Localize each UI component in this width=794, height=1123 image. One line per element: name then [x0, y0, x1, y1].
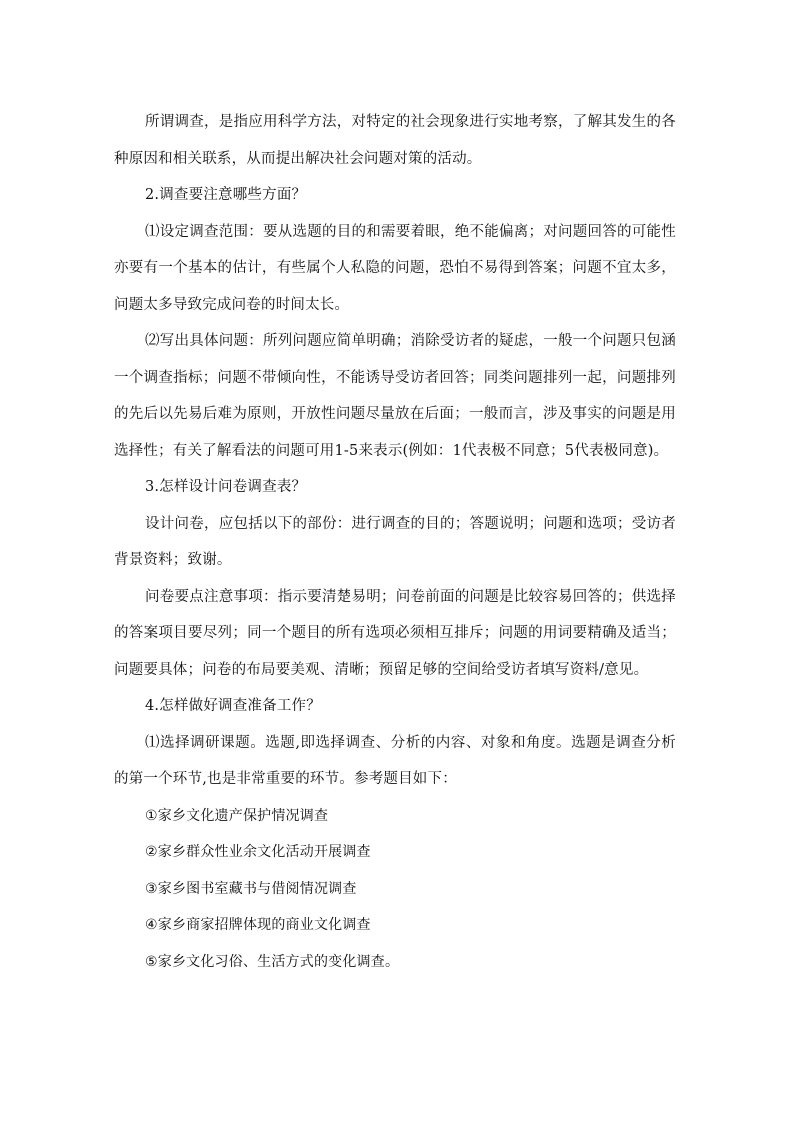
topic-selection-paragraph: ⑴选择调研课题。选题,即选择调查、分析的内容、对象和角度。选题是调查分析的第一个环节,也是非常重要的环节。参考题目如下： [114, 734, 676, 787]
document-page [114, 104, 676, 980]
section-heading-4: 4.怎样做好调查准备工作？ [145, 698, 321, 714]
list-item: ④家乡商家招牌体现的商业文化调查 [145, 917, 371, 933]
design-paragraph: 设计问卷，应包括以下的部份：进行调查的目的；答题说明；问题和选项；受访者背景资料；致谢。 [114, 515, 676, 568]
questions-paragraph: ⑵写出具体问题：所列问题应简单明确；消除受访者的疑虑，一般一个问题只包涵一个调查指标；问题不带倾向性，不能诱导受访者回答；同类问题排列一起，问题排列的先后以先易后难为原则，开放性问题尽量放在后面；一般而言，涉及事实的问题是用选择性；有关了解看法的问题可用1-5来表示(例如：1代表极不同意；5代表极同意)。 [114, 333, 676, 459]
section-heading-3: 3.怎样设计问卷调查表？ [145, 479, 307, 495]
notes-paragraph: 问卷要点注意事项：指示要清楚易明；问卷前面的问题是比较容易回答的；供选择的答案项目要尽列；同一个题目的所有选项必须相互排斥；问题的用词要精确及适当；问题要具体；问卷的布局要美观、清晰；预留足够的空间给受访者填写资料/意见。 [114, 588, 676, 678]
list-item: ①家乡文化遗产保护情况调查 [145, 807, 329, 824]
definition-paragraph: 所谓调查，是指应用科学方法，对特定的社会现象进行实地考察，了解其发生的各种原因和相关联系，从而提出解决社会问题对策的活动。 [114, 114, 676, 167]
list-item: ⑤家乡文化习俗、生活方式的变化调查。 [145, 953, 400, 970]
scope-paragraph: ⑴设定调查范围：要从选题的目的和需要着眼，绝不能偏离；对问题回答的可能性亦要有一个基本的估计，有些属个人私隐的问题，恐怕不易得到答案；问题不宜太多，问题太多导致完成问卷的时间太长。 [114, 223, 676, 313]
list-item: ②家乡群众性业余文化活动开展调查 [145, 844, 371, 860]
section-heading-2: 2.调查要注意哪些方面？ [145, 187, 307, 203]
list-item: ③家乡图书室藏书与借阅情况调查 [145, 880, 357, 897]
